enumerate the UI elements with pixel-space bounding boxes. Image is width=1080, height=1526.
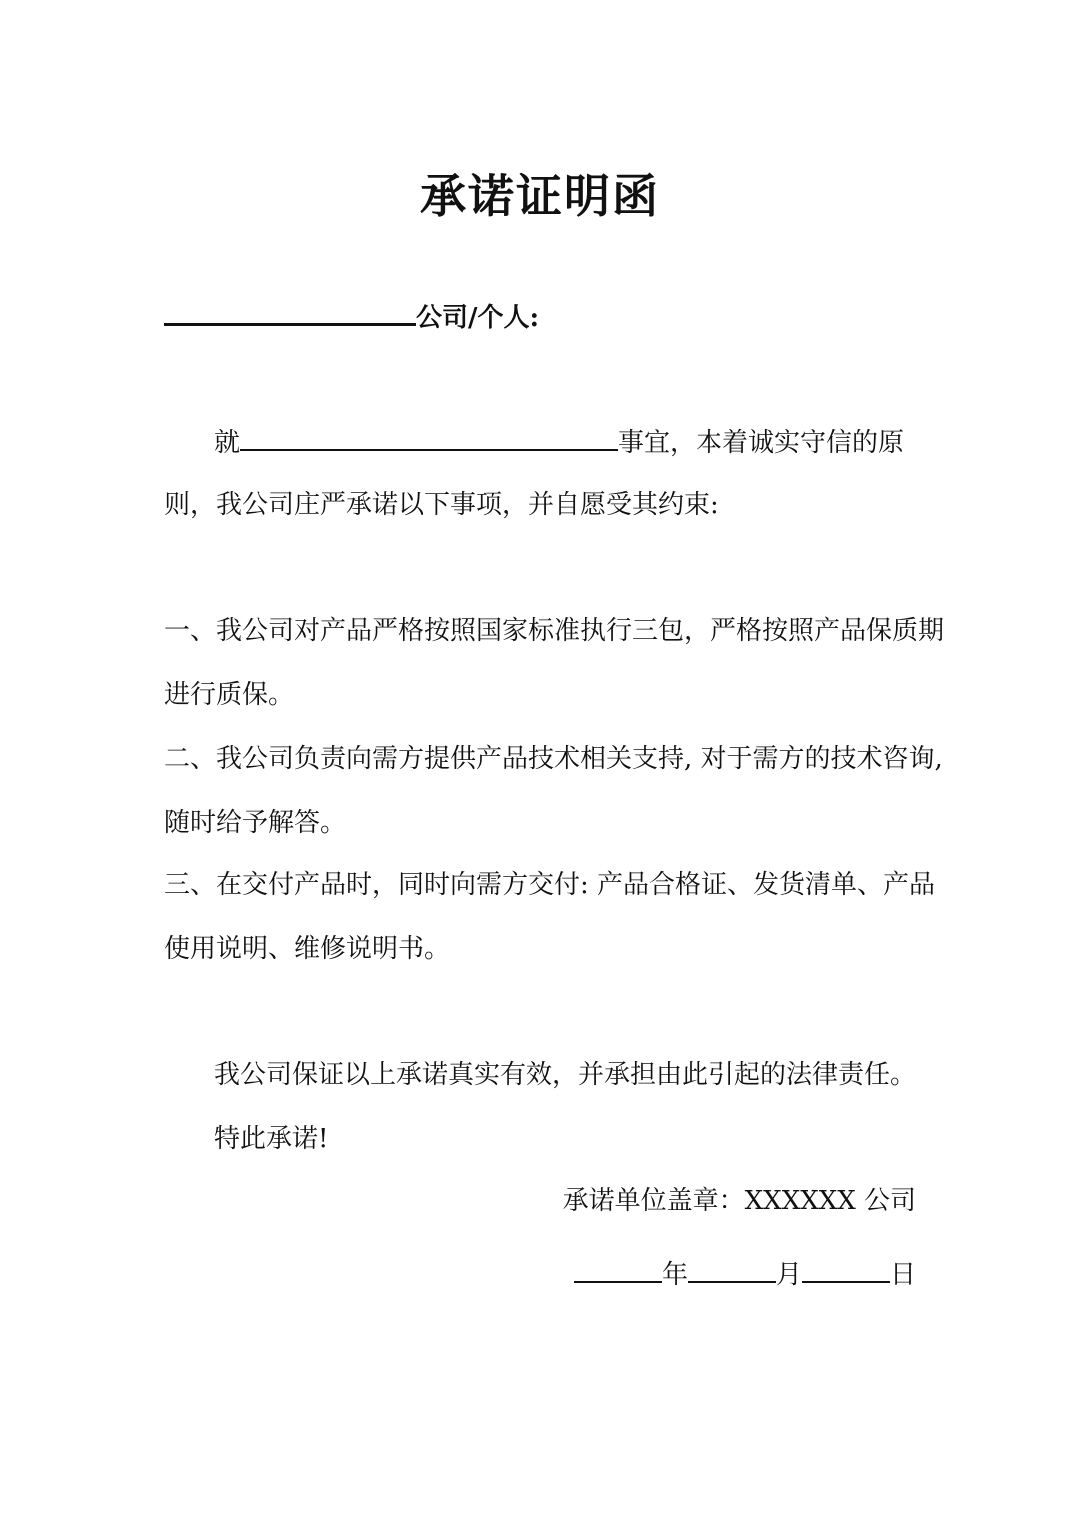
- closing-line: 特此承诺!: [214, 1124, 329, 1154]
- date-line: [574, 1255, 916, 1293]
- intro-suffix: 事宜，本着诚实守信的原: [618, 428, 905, 458]
- month-label: 月: [775, 1260, 802, 1290]
- item-3-line-1: 三、在交付产品时，同时向需方交付: 产品合格证、发货清单、产品: [164, 870, 936, 900]
- document-title: 承诺证明函: [420, 169, 660, 223]
- guarantee-line: 我公司保证以上承诺真实有效，并承担由此引起的法律责任。: [214, 1060, 917, 1090]
- year-blank[interactable]: [574, 1255, 662, 1283]
- year-label: 年: [661, 1260, 688, 1290]
- item-1-line-2: 进行质保。: [164, 680, 295, 710]
- intro-prefix: 就: [214, 428, 241, 458]
- addressee-line: [164, 297, 539, 336]
- matter-blank[interactable]: [240, 423, 618, 451]
- intro-line-1: [214, 423, 904, 461]
- item-2-line-2: 随时给予解答。: [164, 808, 347, 838]
- item-3-line-2: 使用说明、维修说明书。: [164, 934, 451, 964]
- intro-line-2: 则，我公司庄严承诺以下事项，并自愿受其约束:: [164, 490, 719, 520]
- signature-line: 承诺单位盖章：XXXXXX 公司: [562, 1186, 916, 1216]
- day-label: 日: [889, 1260, 916, 1290]
- item-2-line-1: 二、我公司负责向需方提供产品技术相关支持, 对于需方的技术咨询,: [164, 744, 943, 774]
- month-blank[interactable]: [688, 1255, 776, 1283]
- addressee-suffix: 公司/个人:: [416, 303, 540, 333]
- day-blank[interactable]: [802, 1255, 890, 1283]
- item-1-line-1: 一、我公司对产品严格按照国家标准执行三包，严格按照产品保质期: [164, 616, 945, 646]
- addressee-blank[interactable]: [164, 297, 416, 326]
